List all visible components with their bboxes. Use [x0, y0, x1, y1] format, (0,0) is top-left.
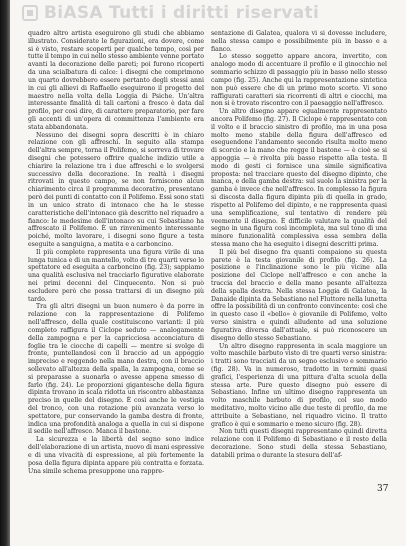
- page-number: 37: [377, 484, 389, 494]
- paragraph: Non tutti questi disegni rappresentano quindi diretta relazione con il Polifemo di Sebastiano e il resto della decorazione. Sono studi della stessa Sebastiano, databili prima o durante la stesura dell'af-: [211, 428, 387, 459]
- paragraph: Tra gli altri disegni un buon numero è da porre in relazione con la rappresentazione di Polifemo nell'affresco, della quale costituiscono varianti: il più completo raffigura il Ciclope seduto — analogamente della zampogna e per la capricciosa acconciatura di foglie tra le ciocche di capelli — mentre si svolge di fronte, puntellandosi con il braccio ad un appoggio impreciso e reggendo nella mano destra, con il braccio sollevato all'altezza della spalla, la zampogna, come se si preparasse a suonarla o avesse appena smesso di farlo (fig. 24). Le proporzioni gigantesche della figura dipinta trovano in scala ridotta un riscontro abbastanza preciso in quelle del disegno. È così anche le vestigia del tronco, con una rotazione più avanzata verso lo spettatore, pur conservando la gamba destra di fronte, indica una profondità analoga a quella in cui si dispone il sedile nell'affresco. Manca il bastone.: [28, 303, 204, 436]
- text-column-left: [28, 30, 204, 475]
- paragraph: Il più bel disegno fra quanti compaiono su questa parete è la testa giovanile di profilo (fig. 26). La posizione e l'inclinazione sono le più vicine alla posizione del Ciclope nell'affresco e con anche la traccia del braccio e della mano pesante all'altezza della spalla destra. Nella stessa Loggia di Galatea, la Danaide dipinta da Sebastiano nel Fluttore nella lunetta offre la possibilità di un confronto convincente: così che in questo caso il «bello» è giovanile di Polifemo, volto verso sinistra e quindi alludente ad una soluzione figurativa diversa dall'attuale, si può riconoscere un disegno dello stesso Sebastiano.: [211, 248, 387, 342]
- text-column-right: [211, 30, 387, 460]
- paragraph: sentazione di Galatea, qualora vi si dovesse includere, nella stessa campo e possibilmente più in basso e a fianco.: [211, 30, 387, 53]
- paragraph: La sicurezza e la libertà del segno sono indice dell'elaborazione di un artista, nuovo di mani espressive e di una vivacità di espressione, al più fortemente la posa della figura dipinta appare più contratta e forzata. Una simile schema presuppone una rappre-: [28, 436, 204, 475]
- paragraph: quadro altro artista eseguirono gli studi che abbiamo illustrato. Considerate le figurazioni, era dovere, come si è visto, restare scoperti per qualche tempo, così per tutte il tempo in cui nello stesso ambiente venne portato avanti la decorazione delle pareti; poi furono ricoperti da una scialbatura di calce: i disegni che comprimono un quarto dovrebbero essere pertanto degli stessi anni in cui gli allievi di Raffaello eseguirono il progetto del maestro nella volta della Loggia di Psiche. Un'altra interessante finalità di tali cartoni a fresco è data dal profilo, per così dire, di carattere preparatorio, per fare gli accenti di un'opera di committenza l'ambiente era stata abbandonata.: [28, 30, 204, 131]
- paragraph: Un altro disegno appare egualmente rappresentato ancora Polifemo (fig. 27). Il Ciclope è rappresentato con il volto e il braccio sinistro di profilo, ma in una posa molto meno stabile della figura dell'affresco ed eseguendone l'andamento secondo risulta molto meno di scorcio e la mano che regge il bastone — è cioè se si appoggia — è rivolta più basso rispetto alla testa. Il modo di gesti ci fornisce una simile significativa proposta: nel tracciare questo del disegno dipinto, che manca, e della gamba destra: sul suolo la sinistra per la gamba è invece che nell'affresco. In complesso la figura si discosta dalla figura dipinta più di quella in grado, rispetto al Polifemo del dipinto, e ne rappresenta quasi una semplificazione, sul tentativo di rendere più veemente il disegno. È difficile valutare la qualità del segno in una figura così incompleta, ma sul tono di una minore funzionalità complessiva essa sembra della stessa mano che ha eseguito i disegni descritti prima.: [211, 108, 387, 248]
- paragraph: Il più complete rappresenta una figura virile di una lunga tunica e di un mantello, volto di tre quarti verso lo spettatore ed eseguita a carboncino (fig. 23); sappiamo una qualità esclusiva nel tracciarlo figurative elaborate nei primi decenni del Cinquecento. Non si può escludere però che possa trattarsi di un disegno più tardo.: [28, 248, 204, 303]
- paragraph: Nessuno dei disegni sopra descritti è in chiaro relazione con gli affreschi. In seguito alla stampa dell'altra sempre, torna il Polifemo, si sorreva di trovare disegni che potessero offrire qualche indizio utile a chiarire la relazione tra i due affreschi e lo svolgersi successivo della decorazione. In realtà i disegni ritrovati in questo campo, se non forniscono alcun chiarimento circa il programma decorativo, presentano però dei punti di contatto con il Polifemo. Essi sono stati in un unico strato di intonaco che ha le stesse caratteristiche dell'intonaco già descritto nel riquadro a fianco: le medesime dell'intonaco su cui Sebastiano ha affrescato il Polifemo. È un rinvenimento interessante poiché, molto lavorare, i disegni sono figure a testa eseguite a sanguigna, a matita e a carboncino.: [28, 131, 204, 248]
- paragraph: Un altro disegno rappresenta in scala maggiore un volto maschile barbuto visto di tre quarti verso sinistra: i tratti sono tracciati da un segno esclusivo e sommario (fig. 28). Va in numeroso, tradotto in termini quasi grafici, l'esperienza di una pittura d'alta scuola della stessa arte. Pure questo disegno può essere di Sebastiano. Infine un ultimo disegno rappresenta un volto maschile barbuto di profilo, col suo modo meditativo, molto vicino alle due teste di profilo, da me attribuite a Sebastiano, nel riquadro vicino. Il tratto grafico è qui e sommario e meno sicuro (fig. 28).: [211, 342, 387, 428]
- book-binding-edge: [0, 0, 10, 546]
- watermark-logo-icon: [22, 5, 38, 21]
- paragraph: Lo stesso soggetto appare ancora, invertito, con analogo modo di accentuare il profilo e il ginocchio nel sommario schizzo di passaggio più in basso nello stesso campo (fig. 25). Anche qui la rappresentazione sintetica non può essere che di un primo moto scorto. Vi sono raffigurati caratteri sia ricorrenti di altri e ciocchi, ma non si è trovato riscontro con il paesaggio nell'affresco.: [211, 53, 387, 108]
- watermark-text: BiASA Tutti i diritti riservati: [44, 3, 320, 23]
- watermark: [22, 2, 319, 24]
